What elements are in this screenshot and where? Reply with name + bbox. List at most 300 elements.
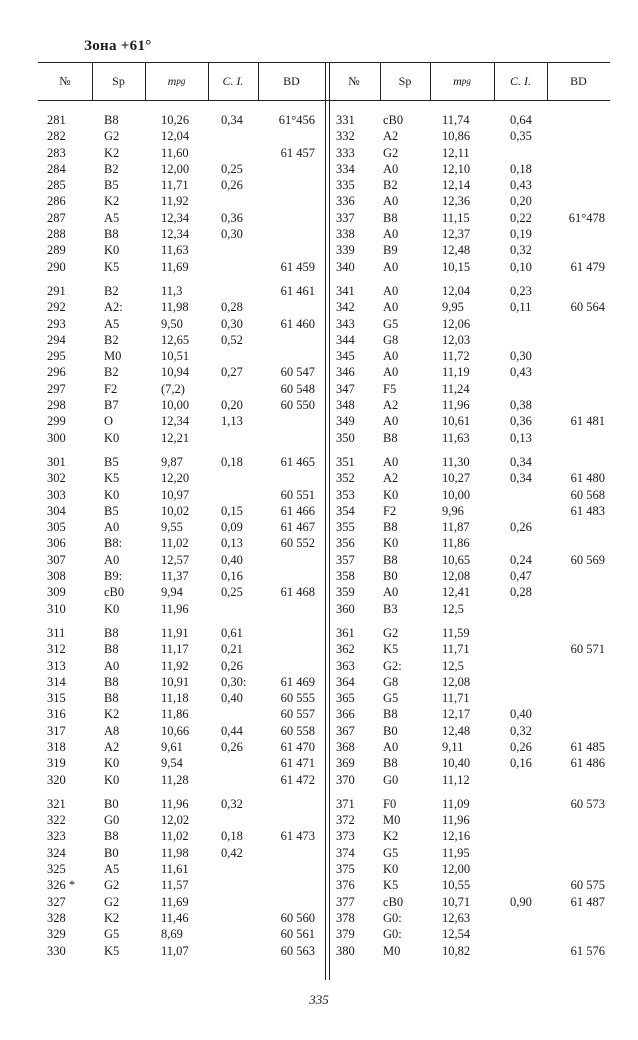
star-number-cell: 286 xyxy=(47,194,66,209)
star-number-cell: 352 xyxy=(336,471,355,486)
color-index-cell: 0,36 xyxy=(510,414,532,429)
bd-number-cell: 60 564 xyxy=(570,300,605,315)
star-number-cell: 361 xyxy=(336,625,355,640)
magnitude-cell: 9,50 xyxy=(161,316,183,331)
bd-number-cell: 60 555 xyxy=(280,691,315,706)
color-index-cell: 0,20 xyxy=(510,194,532,209)
magnitude-cell: 10,97 xyxy=(161,487,190,502)
spectral-class-cell: B8 xyxy=(383,430,398,445)
table-row xyxy=(328,568,615,584)
spectral-class-cell: A5 xyxy=(104,862,120,877)
magnitude-cell: 12,04 xyxy=(161,129,190,144)
star-number-cell: 332 xyxy=(336,129,355,144)
color-index-cell: 0,13 xyxy=(221,536,243,551)
bd-number-cell: 61 486 xyxy=(570,756,605,771)
star-number-cell: 357 xyxy=(336,552,355,567)
table-row xyxy=(328,259,615,275)
magnitude-cell: 9,94 xyxy=(161,585,183,600)
table-row xyxy=(328,430,615,446)
star-number-cell: 377 xyxy=(336,894,355,909)
color-index-cell: 0,30 xyxy=(221,227,243,242)
table-row xyxy=(38,430,325,446)
star-number-cell: 335 xyxy=(336,178,355,193)
star-number-cell: 360 xyxy=(336,601,355,616)
spectral-class-cell: B8 xyxy=(104,691,119,706)
star-number-cell: 346 xyxy=(336,365,355,380)
bd-number-cell: 60 573 xyxy=(570,796,605,811)
spectral-class-cell: A0 xyxy=(104,520,120,535)
color-index-cell: 0,25 xyxy=(221,585,243,600)
spectral-class-cell: A0 xyxy=(383,454,399,469)
star-number-cell: 366 xyxy=(336,707,355,722)
spectral-class-cell: A0 xyxy=(383,194,399,209)
spectral-class-cell: G0: xyxy=(383,927,402,942)
magnitude-cell: 12,14 xyxy=(442,178,471,193)
color-index-cell: 0,26 xyxy=(510,520,532,535)
table-row xyxy=(38,601,325,617)
star-number-cell: 302 xyxy=(47,471,66,486)
spectral-class-cell: F2 xyxy=(104,381,118,396)
header-num-left: № xyxy=(59,73,71,88)
spectral-class-cell: G2 xyxy=(104,894,120,909)
bd-number-cell: 61 470 xyxy=(280,739,315,754)
table-row xyxy=(38,861,325,877)
table-row xyxy=(38,381,325,397)
table-row xyxy=(38,364,325,380)
magnitude-cell: 11,57 xyxy=(161,878,189,893)
magnitude-cell: 10,71 xyxy=(442,894,471,909)
color-index-cell: 0,30: xyxy=(221,674,247,689)
header-num-right: № xyxy=(348,73,360,88)
row-group xyxy=(328,112,615,275)
star-number-cell: 376 xyxy=(336,878,355,893)
spectral-class-cell: K5 xyxy=(104,943,120,958)
bd-number-cell: 60 552 xyxy=(280,536,315,551)
star-number-cell: 312 xyxy=(47,642,66,657)
spectral-class-cell: A0 xyxy=(383,739,399,754)
magnitude-cell: 11,91 xyxy=(161,625,189,640)
bd-number-cell: 60 558 xyxy=(280,723,315,738)
header-bd-left: BD xyxy=(283,73,300,88)
star-number-cell: 290 xyxy=(47,259,66,274)
magnitude-cell: 12,02 xyxy=(161,813,190,828)
table-row xyxy=(38,487,325,503)
magnitude-cell: 11,71 xyxy=(442,691,470,706)
spectral-class-cell: K0 xyxy=(104,601,120,616)
spectral-class-cell: B7 xyxy=(104,398,119,413)
spectral-class-cell: A5 xyxy=(104,316,120,331)
star-number-cell: 368 xyxy=(336,739,355,754)
bd-number-cell: 61 479 xyxy=(570,259,605,274)
table-row xyxy=(328,145,615,161)
color-index-cell: 0,16 xyxy=(510,756,532,771)
bd-number-cell: 61 466 xyxy=(280,503,315,518)
spectral-class-cell: F0 xyxy=(383,796,397,811)
spectral-class-cell: M0 xyxy=(383,813,401,828)
table-row xyxy=(38,739,325,755)
bd-number-cell: 61 460 xyxy=(280,316,315,331)
magnitude-cell: 11,86 xyxy=(442,536,470,551)
spectral-class-cell: A0 xyxy=(383,283,399,298)
bd-number-cell: 60 571 xyxy=(570,642,605,657)
magnitude-cell: 11,69 xyxy=(161,894,189,909)
spectral-class-cell: B8 xyxy=(383,756,398,771)
star-number-cell: 371 xyxy=(336,796,355,811)
star-number-cell: 367 xyxy=(336,723,355,738)
table-row xyxy=(328,658,615,674)
bd-number-cell: 61 487 xyxy=(570,894,605,909)
star-number-cell: 348 xyxy=(336,398,355,413)
table-row xyxy=(328,413,615,429)
color-index-cell: 0,15 xyxy=(221,503,243,518)
magnitude-cell: 10,91 xyxy=(161,674,190,689)
magnitude-cell: 11,71 xyxy=(442,642,470,657)
spectral-class-cell: K0 xyxy=(104,772,120,787)
table-row xyxy=(328,641,615,657)
magnitude-cell: 11,09 xyxy=(442,796,470,811)
color-index-cell: 0,30 xyxy=(510,349,532,364)
star-number-cell: 343 xyxy=(336,316,355,331)
magnitude-cell: 12,17 xyxy=(442,707,471,722)
spectral-class-cell: cB0 xyxy=(383,113,404,127)
spectral-class-cell: G8 xyxy=(383,332,399,347)
table-row xyxy=(328,364,615,380)
table-row xyxy=(328,755,615,771)
magnitude-cell: 10,82 xyxy=(442,943,471,958)
spectral-class-cell: G2 xyxy=(104,878,120,893)
star-number-cell: 324 xyxy=(47,845,66,860)
table-row xyxy=(38,177,325,193)
row-group xyxy=(38,796,325,959)
spectral-class-cell: B0 xyxy=(383,723,398,738)
table-row xyxy=(38,926,325,942)
table-row xyxy=(38,894,325,910)
color-index-cell: 0,13 xyxy=(510,430,532,445)
bd-number-cell: 61 473 xyxy=(280,829,315,844)
header-mpg-left: m pg xyxy=(167,73,186,88)
star-number-cell: 331 xyxy=(336,113,355,127)
bd-number-cell: 61 468 xyxy=(280,585,315,600)
table-row xyxy=(328,796,615,812)
spectral-class-cell: B8 xyxy=(104,642,119,657)
table-row xyxy=(328,877,615,893)
bd-number-cell: 61 459 xyxy=(280,259,315,274)
bd-number-cell: 60 568 xyxy=(570,487,605,502)
bd-number-cell: 60 575 xyxy=(570,878,605,893)
star-number-cell: 359 xyxy=(336,585,355,600)
table-row xyxy=(328,242,615,258)
table-row xyxy=(328,926,615,942)
spectral-class-cell: A0 xyxy=(383,259,399,274)
color-index-cell: 1,13 xyxy=(221,414,243,429)
star-number-cell: 289 xyxy=(47,243,66,258)
star-number-cell: 293 xyxy=(47,316,66,331)
magnitude-cell: 11,60 xyxy=(161,145,189,160)
magnitude-cell: 12,20 xyxy=(161,471,190,486)
table-row xyxy=(328,861,615,877)
star-number-cell: 364 xyxy=(336,674,355,689)
table-row xyxy=(38,877,325,893)
magnitude-cell: 12,36 xyxy=(442,194,471,209)
table-row xyxy=(328,226,615,242)
table-row xyxy=(328,723,615,739)
spectral-class-cell: K0 xyxy=(383,487,399,502)
spectral-class-cell: K5 xyxy=(383,878,399,893)
table-row xyxy=(38,690,325,706)
magnitude-cell: 11,15 xyxy=(442,210,470,225)
color-index-cell: 0,21 xyxy=(221,642,243,657)
star-number-cell: 316 xyxy=(47,707,66,722)
star-number-cell: 309 xyxy=(47,585,66,600)
bd-number-cell: 61 469 xyxy=(280,674,315,689)
spectral-class-cell: B2 xyxy=(104,365,119,380)
spectral-class-cell: A5 xyxy=(104,210,120,225)
color-index-cell: 0,40 xyxy=(221,552,243,567)
spectral-class-cell: B8 xyxy=(104,674,119,689)
star-number-cell: 372 xyxy=(336,813,355,828)
spectral-class-cell: K0 xyxy=(383,862,399,877)
spectral-class-cell: B3 xyxy=(383,601,398,616)
star-number-cell: 295 xyxy=(47,349,66,364)
magnitude-cell: 12,5 xyxy=(442,601,464,616)
table-row xyxy=(328,454,615,470)
star-number-cell: 294 xyxy=(47,332,66,347)
color-index-cell: 0,35 xyxy=(510,129,532,144)
magnitude-cell: 12,21 xyxy=(161,430,190,445)
bd-number-cell: 60 548 xyxy=(280,381,315,396)
magnitude-cell: 9,61 xyxy=(161,739,183,754)
color-index-cell: 0,64 xyxy=(510,113,532,127)
table-row xyxy=(328,193,615,209)
table-row xyxy=(328,487,615,503)
spectral-class-cell: A2 xyxy=(383,398,399,413)
table-row xyxy=(38,112,325,128)
magnitude-cell: 12,54 xyxy=(442,927,471,942)
spectral-class-cell: G5 xyxy=(383,691,399,706)
spectral-class-cell: A2 xyxy=(383,471,399,486)
star-number-cell: 325 xyxy=(47,862,66,877)
star-number-cell: 320 xyxy=(47,772,66,787)
star-number-cell: 305 xyxy=(47,520,66,535)
star-number-cell: 375 xyxy=(336,862,355,877)
magnitude-cell: 9,96 xyxy=(442,503,464,518)
star-number-cell: 322 xyxy=(47,813,66,828)
magnitude-cell: 11,96 xyxy=(442,398,470,413)
table-row xyxy=(38,397,325,413)
star-number-cell: 326 * xyxy=(47,878,76,893)
magnitude-cell: 11,96 xyxy=(442,813,470,828)
row-group xyxy=(328,625,615,788)
star-number-cell: 304 xyxy=(47,503,66,518)
spectral-class-cell: G8 xyxy=(383,674,399,689)
star-number-cell: 313 xyxy=(47,658,66,673)
star-number-cell: 362 xyxy=(336,642,355,657)
magnitude-cell: 12,34 xyxy=(161,210,190,225)
spectral-class-cell: A2 xyxy=(104,739,120,754)
spectral-class-cell: A8 xyxy=(104,723,120,738)
magnitude-cell: 10,66 xyxy=(161,723,190,738)
spectral-class-cell: B8 xyxy=(383,520,398,535)
table-row xyxy=(328,161,615,177)
table-left-half xyxy=(38,112,325,967)
table-row xyxy=(38,503,325,519)
star-number-cell: 339 xyxy=(336,243,355,258)
table-row xyxy=(328,381,615,397)
bd-number-cell: 60 563 xyxy=(280,943,315,958)
row-group xyxy=(38,283,325,446)
spectral-class-cell: B5 xyxy=(104,178,119,193)
spectral-class-cell: A0 xyxy=(383,585,399,600)
color-index-cell: 0,34 xyxy=(510,471,532,486)
spectral-class-cell: B8: xyxy=(104,536,123,551)
magnitude-cell: 11,95 xyxy=(442,845,470,860)
spectral-class-cell: G2: xyxy=(383,658,402,673)
header-sp-left: Sp xyxy=(112,73,125,88)
table-row xyxy=(38,910,325,926)
spectral-class-cell: K0 xyxy=(104,430,120,445)
magnitude-cell: 10,02 xyxy=(161,503,190,518)
star-number-cell: 317 xyxy=(47,723,66,738)
magnitude-cell: 12,37 xyxy=(442,227,471,242)
color-index-cell: 0,26 xyxy=(221,658,243,673)
magnitude-cell: 11,71 xyxy=(161,178,189,193)
table-row xyxy=(328,128,615,144)
table-row xyxy=(38,755,325,771)
color-index-cell: 0,40 xyxy=(221,691,243,706)
table-row xyxy=(38,519,325,535)
magnitude-cell: 11,96 xyxy=(161,601,189,616)
bd-number-cell: 61 485 xyxy=(570,739,605,754)
star-number-cell: 310 xyxy=(47,601,66,616)
star-number-cell: 353 xyxy=(336,487,355,502)
spectral-class-cell: B5 xyxy=(104,503,119,518)
color-index-cell: 0,11 xyxy=(510,300,532,315)
spectral-class-cell: B5 xyxy=(104,454,119,469)
magnitude-cell: 11,72 xyxy=(442,349,470,364)
spectral-class-cell: B2 xyxy=(104,161,119,176)
magnitude-cell: 10,55 xyxy=(442,878,471,893)
table-row xyxy=(328,552,615,568)
spectral-class-cell: A2 xyxy=(383,129,399,144)
star-number-cell: 373 xyxy=(336,829,355,844)
table-row xyxy=(38,772,325,788)
magnitude-cell: 11,3 xyxy=(161,283,183,298)
spectral-class-cell: G2 xyxy=(104,129,120,144)
row-group xyxy=(38,625,325,788)
table-row xyxy=(38,332,325,348)
magnitude-cell: 11,46 xyxy=(161,910,189,925)
bd-number-cell: 61 457 xyxy=(280,145,315,160)
table-row xyxy=(328,283,615,299)
magnitude-cell: 12,48 xyxy=(442,723,471,738)
spectral-class-cell: B8 xyxy=(383,210,398,225)
color-index-cell: 0,43 xyxy=(510,178,532,193)
magnitude-cell: 12,00 xyxy=(442,862,471,877)
spectral-class-cell: K2 xyxy=(383,829,399,844)
magnitude-cell: 10,40 xyxy=(442,756,471,771)
star-number-cell: 296 xyxy=(47,365,66,380)
table-row xyxy=(38,828,325,844)
spectral-class-cell: G5 xyxy=(383,316,399,331)
magnitude-cell: 12,48 xyxy=(442,243,471,258)
color-index-cell: 0,44 xyxy=(221,723,243,738)
magnitude-cell: 11,02 xyxy=(161,829,189,844)
color-index-cell: 0,18 xyxy=(221,454,243,469)
star-number-cell: 358 xyxy=(336,569,355,584)
star-number-cell: 321 xyxy=(47,796,66,811)
color-index-cell: 0,47 xyxy=(510,569,532,584)
spectral-class-cell: M0 xyxy=(104,349,122,364)
color-index-cell: 0,18 xyxy=(221,829,243,844)
spectral-class-cell: K2 xyxy=(104,194,120,209)
spectral-class-cell: cB0 xyxy=(383,894,404,909)
table-row xyxy=(328,943,615,959)
star-number-cell: 297 xyxy=(47,381,66,396)
magnitude-cell: 11,98 xyxy=(161,300,189,315)
star-number-cell: 380 xyxy=(336,943,355,958)
spectral-class-cell: A0 xyxy=(383,349,399,364)
color-index-cell: 0,23 xyxy=(510,283,532,298)
spectral-class-cell: A0 xyxy=(383,414,399,429)
spectral-class-cell: M0 xyxy=(383,943,401,958)
magnitude-cell: 11,30 xyxy=(442,454,470,469)
table-row xyxy=(38,299,325,315)
magnitude-cell: 12,65 xyxy=(161,332,190,347)
star-number-cell: 336 xyxy=(336,194,355,209)
star-number-cell: 340 xyxy=(336,259,355,274)
color-index-cell: 0,38 xyxy=(510,398,532,413)
star-number-cell: 288 xyxy=(47,227,66,242)
table-row xyxy=(328,812,615,828)
color-index-cell: 0,16 xyxy=(221,569,243,584)
magnitude-cell: 12,5 xyxy=(442,658,464,673)
star-number-cell: 307 xyxy=(47,552,66,567)
spectral-class-cell: G0 xyxy=(383,772,399,787)
magnitude-cell: 12,00 xyxy=(161,161,190,176)
star-number-cell: 323 xyxy=(47,829,66,844)
star-number-cell: 327 xyxy=(47,894,66,909)
color-index-cell: 0,19 xyxy=(510,227,532,242)
row-group xyxy=(328,454,615,617)
star-number-cell: 315 xyxy=(47,691,66,706)
magnitude-cell: 9,87 xyxy=(161,454,183,469)
magnitude-cell: 12,06 xyxy=(442,316,471,331)
magnitude-cell: (7,2) xyxy=(161,381,185,396)
bd-number-cell: 60 569 xyxy=(570,552,605,567)
table-row xyxy=(38,413,325,429)
table-row xyxy=(328,470,615,486)
table-row xyxy=(38,568,325,584)
table-row xyxy=(328,690,615,706)
magnitude-cell: 12,10 xyxy=(442,161,471,176)
spectral-class-cell: K0 xyxy=(104,487,120,502)
bd-number-cell: 60 560 xyxy=(280,910,315,925)
magnitude-cell: 12,08 xyxy=(442,569,471,584)
table-row xyxy=(38,161,325,177)
row-group xyxy=(38,454,325,617)
spectral-class-cell: F5 xyxy=(383,381,397,396)
table-row xyxy=(328,299,615,315)
table-row xyxy=(38,316,325,332)
spectral-class-cell: K0 xyxy=(104,243,120,258)
table-row xyxy=(38,552,325,568)
color-index-cell: 0,28 xyxy=(221,300,243,315)
bd-number-cell: 61 472 xyxy=(280,772,315,787)
page-number: 335 xyxy=(309,992,329,1007)
star-number-cell: 350 xyxy=(336,430,355,445)
star-number-cell: 365 xyxy=(336,691,355,706)
magnitude-cell: 11,07 xyxy=(161,943,189,958)
